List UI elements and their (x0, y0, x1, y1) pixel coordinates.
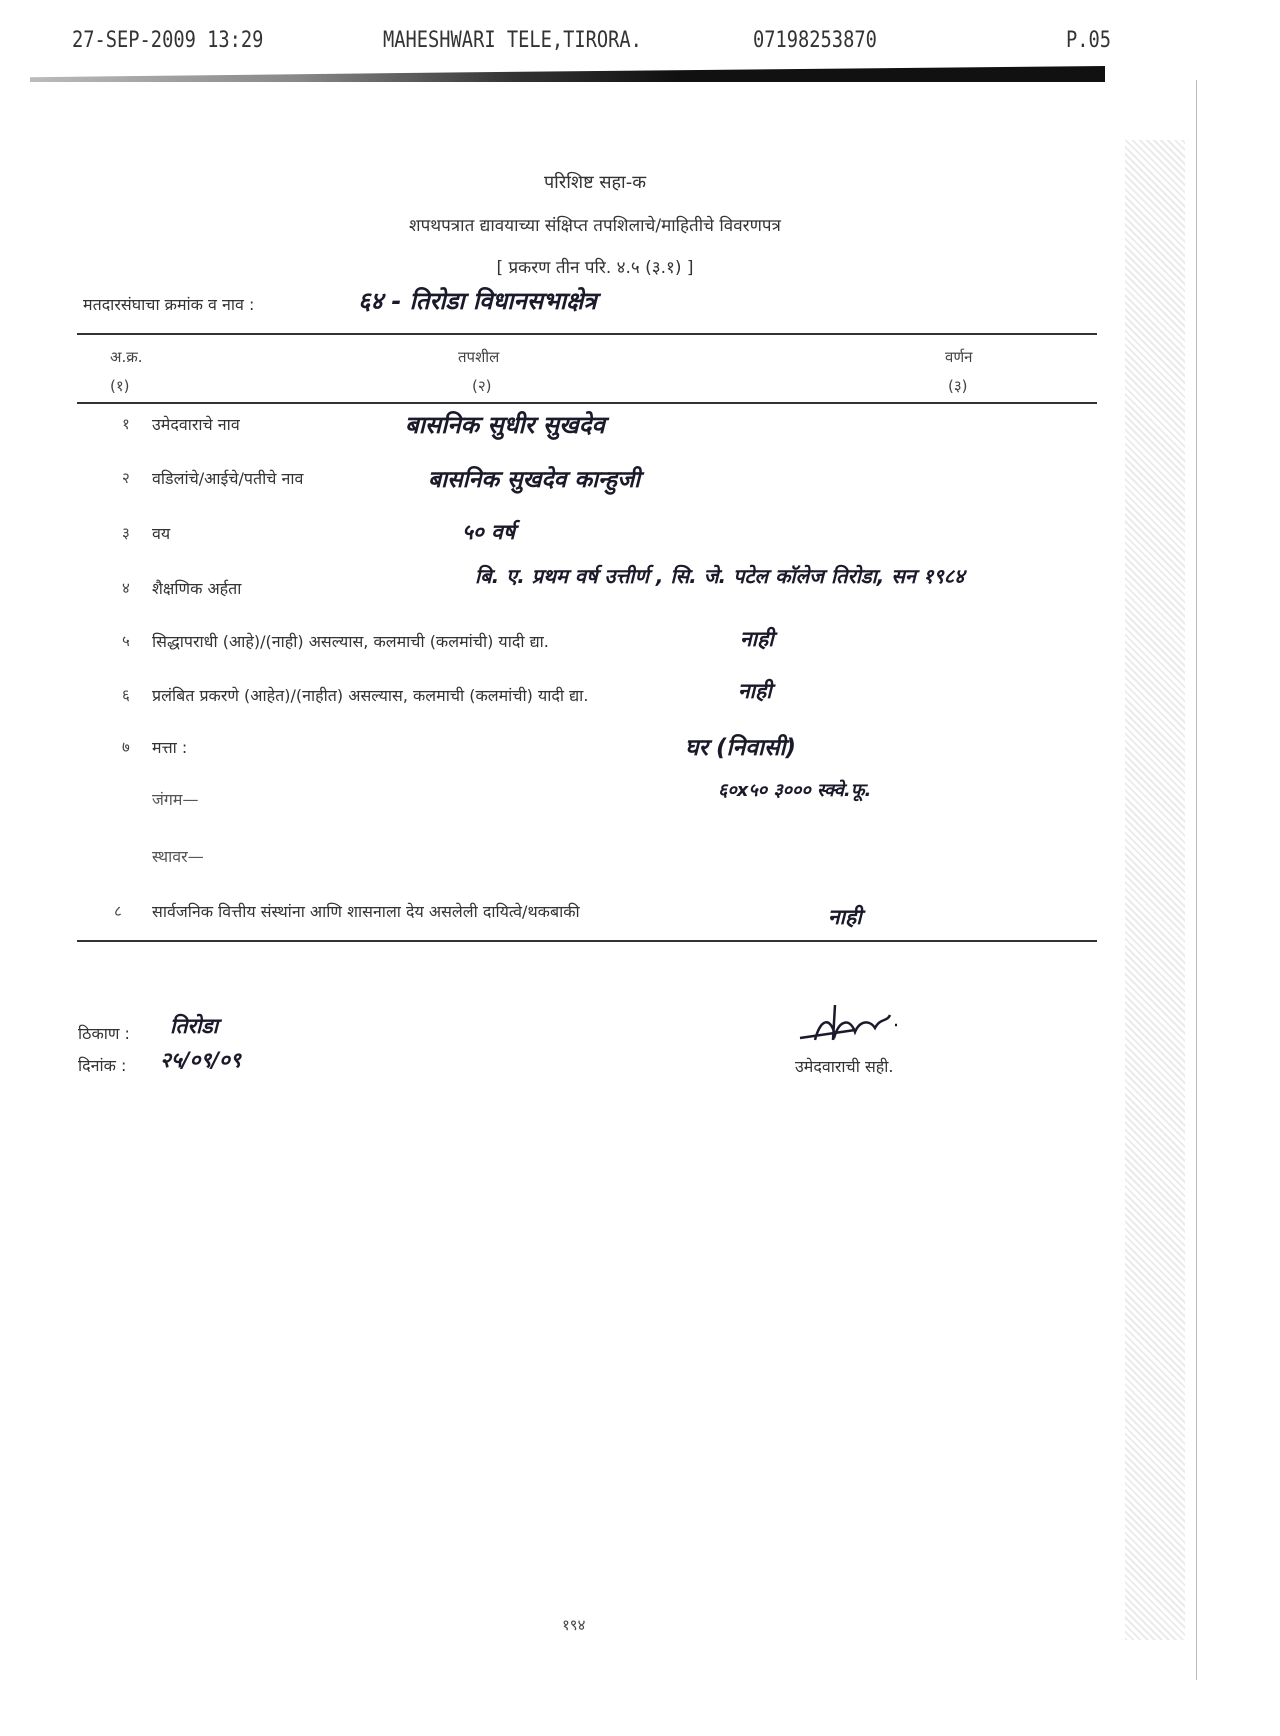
row-value-parent-name: बासनिक सुखदेव कान्हुजी (428, 467, 641, 493)
fax-sender: MAHESHWARI TELE,TIRORA. (383, 28, 642, 53)
row-value-age: ५० वर्ष (462, 520, 515, 544)
movable-assets-value: ६०x५० ३००० स्क्वे.फू. (718, 780, 872, 801)
row-number: ३ (122, 524, 130, 542)
col-header-description: वर्णन (945, 348, 973, 366)
row-number: ५ (122, 632, 130, 650)
constituency-label: मतदारसंघाचा क्रमांक व नाव : (83, 295, 255, 314)
row-number: ४ (122, 579, 130, 597)
row-value-convictions: नाही (740, 627, 774, 651)
table-top-rule (77, 333, 1097, 335)
immovable-assets-label: स्थावर— (152, 847, 204, 866)
col-num-1: (१) (110, 377, 130, 395)
row-label-age: वय (152, 524, 171, 543)
row-value-candidate-name: बासनिक सुधीर सुखदेव (405, 411, 605, 439)
date-value: २५/०९/०९ (160, 1048, 241, 1072)
place-label: ठिकाण : (78, 1024, 130, 1043)
row-label-convictions: सिद्धापराधी (आहे)/(नाही) असल्यास, कलमाची (कलमांची) यादी द्या. (152, 632, 549, 651)
row-number: १ (122, 415, 130, 433)
place-value: तिरोडा (170, 1014, 219, 1038)
row-label-parent-name: वडिलांचे/आईचे/पतीचे नाव (152, 469, 304, 488)
row-label-candidate-name: उमेदवाराचे नाव (152, 415, 240, 434)
date-label: दिनांक : (78, 1056, 127, 1075)
col-header-serial: अ.क्र. (110, 348, 143, 366)
page-number: १९४ (562, 1616, 586, 1634)
fax-datetime: 27-SEP-2009 13:29 (72, 28, 264, 53)
col-header-details: तपशील (458, 348, 500, 366)
col-num-2: (२) (472, 377, 492, 395)
page-edge (1196, 80, 1197, 1680)
row-number: ६ (122, 686, 130, 704)
table-header-rule (77, 402, 1097, 404)
row-value-assets: घर (निवासी) (685, 735, 797, 761)
document-title: परिशिष्ट सहा-क (543, 172, 647, 193)
constituency-value: ६४ - तिरोडा विधानसभाक्षेत्र (358, 287, 597, 315)
document-subtitle: शपथपत्रात द्यावयाच्या संक्षिप्त तपशिलाचे/माहितीचे विवरणपत्र (409, 216, 781, 236)
row-value-pending-cases: नाही (738, 679, 772, 703)
candidate-signature (795, 1000, 915, 1050)
row-number: ७ (122, 738, 130, 756)
table-bottom-rule (77, 940, 1097, 942)
row-number: २ (122, 469, 130, 487)
movable-assets-label: जंगम— (152, 790, 199, 809)
fax-page: P.05 (1066, 28, 1112, 53)
col-num-3: (३) (948, 377, 968, 395)
row-value-liabilities: नाही (828, 905, 862, 929)
fax-phone: 07198253870 (753, 28, 877, 53)
row-label-liabilities: सार्वजनिक वित्तीय संस्थांना आणि शासनाला देय असलेली दायित्वे/थकबाकी (152, 902, 580, 921)
row-label-assets: मत्ता : (152, 738, 188, 757)
scan-noise (1125, 140, 1185, 1640)
scan-artifact-band (30, 66, 1105, 82)
row-label-pending-cases: प्रलंबित प्रकरणे (आहेत)/(नाहीत) असल्यास, कलमाची (कलमांची) यादी द्या. (152, 686, 589, 705)
row-number: ८ (114, 902, 122, 920)
row-value-education: बि. ए. प्रथम वर्ष उत्तीर्ण , सि. जे. पटेल कॉलेज तिरोडा, सन १९८४ (475, 564, 965, 588)
signature-label: उमेदवाराची सही. (795, 1057, 894, 1076)
document-reference: [ प्रकरण तीन परि. ४.५ (३.१) ] (496, 258, 694, 278)
row-label-education: शैक्षणिक अर्हता (152, 579, 242, 598)
